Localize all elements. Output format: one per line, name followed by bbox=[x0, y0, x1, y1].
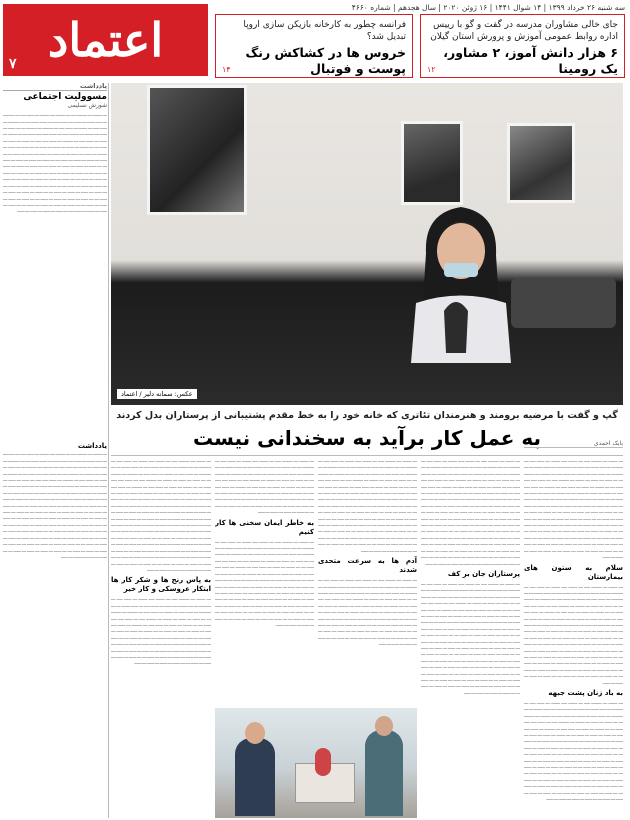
person-figure-icon bbox=[365, 730, 403, 816]
body-text: ـــ ــــــ ـــ ـــــــ ــــ ـــ ــــــ ــــ ــــــ ـــ ـــــ ــــ ـــ ــــــــ ـــ ــــ ــــــ ـــ ـــــ ـــ ــــــ ــــ ـــ ـــــ ــــــ ـــ ـــ ــــــــ ـــ ـــــ ــــ ـــ ــــــ ـــ ـــــ ــــ ـــ ـــــــ ـــ ـــــــ ـــ ـــ ـــــ ـــ ـــــ ـــ ــــــ ـــ ـــــــ ــــ ـــ ـــــ ــــ ــــ ـــــ ـــ ـــ ــــــ ـــ ـــــ ـــ ـــــ ــــ ـــ ـــــــ ـــ ـــــ ــــ ــــ ـــ ـــــ ـــ ـــــ ـــ ـــــ ـــ ـــ ــــــ ـــ ـــــ ـــ ـــــ ـــ ـــــ ـــ ـــ ـــــ ـــ ـــــ ـــ ـــــــ ـــ ـــــ ـــ ـــــ ـــ ـــ ـــــ ـــ ـــــ ـــ ـــــ ـــ ـــــ ـــ ـــ ـــــ ـــ ـــــ ـــ ـــــ ـــ ـــــ ـــ ـــ ـــــ ـــ ـــــ ـــ ـــــ ـــ ـــــ ـــ ـــ ـــــ ـــ ـــــ ـــ ـــــ ـــ ـــــ ـــ ـــ ـــــ ـــ ـــــ ـــ ـــــ ـــ ـــــ ـــ ـــ ـــــ ـــ ـــــ ـــ ـــــ ـــ ـــــ ـــ ـــ ـــــ ـــ ـــــ ـــ ـــــ ـــ ـــــ ـــ ـــ ـــــ ـــ ـــــ ـــ ـــــ ـــ ـــــ ـــ ـــ ـــــ ـــ ـــــ ـــ ـــــ ـــ ـــــ ـــ ـــ ـــــ ـــ ـــــ ـــ ـــــ ـــ ـــــ ـــ ـــ ـــــ ـــ ـــــ ـــ ـــــ ـــ ـــــ ـــ ـــ ـــــ ـــ ـــــ ـــ ـــــ ـــ ـــــ ـــ ـــ ـــــ ـــ ـــــ ـــ ـــــ ـــ ـــــ ـــ ـــ ـــــ ـــ ـــــ ـــ ـــــ ـــ ـــــ ـــ ـــ ـــــ ـــ ـــــ ـــ ـــــ ـــ ـــــ ـــ ـــ ـــــ ـــ ـــــ ـــ ـــــ ـــ ـــــ ـــ ـــ ـــــ ـــ ـــــ ـــ ـــــ ـــ ـــــ bbox=[421, 458, 520, 567]
person-head-icon bbox=[245, 722, 265, 744]
body-text: ـــ ــــــ ـــ ـــــــ ــــ ـــ ــــــ ــــ ــــــ ـــ ـــــ ــــ ـــ ــــــــ ـــ ــــ ــــــ ـــ ـــــ ـــ ــــــ ــــ ـــ ـــــ ــــــ ـــ ـــ ــــــــ ـــ ـــــ ــــ ـــ ــــــ ـــ ـــــ ــــ ـــ ـــــــ ـــ ـــــــ ـــ ـــ ـــــ ـــ ـــــ ـــ ــــــ ـــ ـــــــ ــــ ـــ ـــــ ــــ ــــ ـــــ ـــ ـــ ــــــ ـــ ـــــ ـــ ـــــ ــــ ـــ ـــــــ ـــ ـــــ ــــ ــــ ـــ ـــــ ـــ ـــــ ـــ ـــــ ـــ ـــ ــــــ ـــ ـــــ ـــ ـــــ ـــ ـــــ ـــ ـــ ـــــ ـــ ـــــ ـــ ـــــــ ـــ ـــــ ـــ ـــــ ـــ ـــ ـــــ ـــ ـــــ ـــ ـــــ ـــ ـــــ ـــ ـــ ـــــ ـــ ـــــ ـــ ـــــ ـــ ـــــ ـــ ـــ ـــــ ـــ ـــــ ـــ ـــــ ـــ ـــــ ـــ ـــ ـــــ ـــ ـــــ ـــ ـــــ ـــ ـــــ ـــ ـــ ـــــ ـــ ـــــ ـــ ـــــ ـــ ـــــ ـــ ـــ ـــــ ـــ ـــــ ـــ ـــــ ـــ ـــــ ـــ ـــ ـــــ ـــ ـــــ ـــ ـــــ ـــ ـــــ ـــ ـــ ـــــ ـــ ـــــ ـــ ـــــ ـــ ـــــ ـــ ـــ ـــــ ـــ ـــــ ـــ ـــــ ـــ ـــــ ـــ ـــ ـــــ ـــ ـــــ ـــ ـــــ ـــ ـــــ ـــ ـــ ـــــ ـــ ـــــ ـــ ـــــ ـــ ـــــ bbox=[215, 538, 314, 628]
woman-portrait-icon bbox=[406, 193, 516, 363]
newspaper-logo[interactable] bbox=[3, 4, 208, 76]
body-text: ـــ ــــــ ـــ ـــــــ ــــ ـــ ــــــ ــــ ــــــ ـــ ـــــ ــــ ـــ ــــــــ ـــ ــــ ــــــ ـــ ـــــ ـــ ــــــ ــــ ـــ ـــــ ــــــ ـــ ـــ ــــــــ ـــ ـــــ ــــ ـــ ــــــ ـــ ـــــ ــــ ـــ ـــــــ ـــ ـــــــ ـــ ـــ ـــــ ـــ ـــــ ـــ ــــــ ـــ ـــــــ ــــ ـــ ـــــ ــــ ــــ ـــــ ـــ ـــ ــــــ ـــ ـــــ ـــ ـــــ ــــ ـــ ـــــــ ـــ ـــــ ــــ ــــ ـــ ـــــ ـــ ـــــ ـــ ـــــ ـــ ـــ ــــــ ـــ ـــــ ـــ ـــــ ـــ ـــــ ـــ ـــ ـــــ ـــ ـــــ ـــ ـــــــ ـــ ـــــ ـــ ـــــ ـــ ـــ ـــــ ـــ ـــــ ـــ ـــــ ـــ ـــــ ـــ ـــ ـــــ ـــ ـــــ ـــ ـــــ ـــ ـــــ ـــ ـــ ـــــ ـــ ـــــ ـــ ـــــ ـــ ـــــ ـــ ـــ ـــــ ـــ ـــــ ـــ ـــــ ـــ ـــــ ـــ ـــ ـــــ ـــ ـــــ ـــ ـــــ ـــ ـــــ ـــ ـــ ـــــ ـــ ـــــ ـــ ـــــ ـــ ـــــ ـــ ـــ ـــــ ـــ ـــــ ـــ ـــــ ـــ ـــــ ـــ ـــ ـــــ ـــ ـــــ ـــ ـــــ ـــ ـــــ ـــ ـــ ـــــ ـــ ـــــ ـــ ـــــ ـــ ـــــ ـــ ـــ ـــــ ـــ ـــــ ـــ ـــــ ـــ ـــــ ـــ ـــ ـــــ ـــ ـــــ ـــ ـــــ ـــ ـــــ ـــ ـــ ـــــ ـــ ـــــ ـــ ـــــ ـــ ـــــ ـــ ـــ ـــــ ـــ ـــــ ـــ ـــــ ـــ ـــــ ـــ ـــ ـــــ ـــ ـــــ ـــ ـــــ ـــ ـــــ bbox=[524, 583, 623, 686]
article-column-5 bbox=[111, 458, 211, 816]
masthead bbox=[0, 0, 630, 82]
body-text: ـــ ــــــ ـــ ـــــــ ــــ ـــ ــــــ ــــ ــــــ ـــ ـــــ ــــ ـــ ــــــــ ـــ ــــ ــــــ ـــ ـــــ ـــ ــــــ ــــ ـــ ـــــ ــــــ ـــ ـــ ــــــــ ـــ ـــــ ــــ ـــ ــــــ ـــ ـــــ ــــ ـــ ـــــــ ـــ ـــــــ ـــ ـــ ـــــ ـــ ـــــ ـــ ــــــ ـــ ـــــــ ــــ ـــ ـــــ ــــ ــــ ـــــ ـــ ـــ ــــــ ـــ ـــــ ـــ ـــــ ــــ ـــ ـــــــ ـــ ـــــ ــــ ــــ ـــ ـــــ ـــ ـــــ ـــ ـــــ ـــ ـــ ــــــ ـــ ـــــ ـــ ـــــ ـــ ـــــ ـــ ـــ ـــــ ـــ ـــــ ـــ ـــــــ ـــ ـــــ ـــ ـــــ ـــ ـــ ـــــ ـــ ـــــ ـــ ـــــ ـــ ـــــ ـــ ـــ ـــــ ـــ ـــــ ـــ ـــــ ـــ ـــــ ـــ ـــ ـــــ ـــ ـــــ ـــ ـــــ ـــ ـــــ bbox=[215, 458, 314, 516]
body-text: ـــ ــــــ ـــ ـــــــ ــــ ـــ ــــــ ــــ ــــــ ـــ ـــــ ــــ ـــ ــــــــ ـــ ــــ ــــــ ـــ ـــــ ـــ ــــــ ــــ ـــ ـــــ ــــــ ـــ ـــ ــــــــ ـــ ـــــ ــــ ـــ ــــــ ـــ ـــــ ــــ ـــ ـــــــ ـــ ـــــــ ـــ ـــ ـــــ ـــ ـــــ ـــ ــــــ ـــ ـــــــ ــــ ـــ ـــــ ــــ ــــ ـــــ ـــ ـــ ــــــ ـــ ـــــ ـــ ـــــ ــــ ـــ ـــــــ ـــ ـــــ ــــ ــــ ـــ ـــــ ـــ ـــــ ـــ ـــــ ـــ ـــ ــــــ ـــ ـــــ ـــ ـــــ ـــ ـــــ ـــ ـــ ـــــ ـــ ـــــ ـــ ـــــــ ـــ ـــــ ـــ ـــــ ـــ ـــ ـــــ ـــ ـــــ ـــ ـــــ ـــ ـــــ ـــ ـــ ـــــ ـــ ـــــ ـــ ـــــ ـــ ـــــ ـــ ـــ ـــــ ـــ ـــــ ـــ ـــــ ـــ ـــــ ـــ ـــ ـــــ ـــ ـــــ ـــ ـــــ ـــ ـــــ ـــ ـــ ـــــ ـــ ـــــ ـــ ـــــ ـــ ـــــ ـــ ـــ ـــــ ـــ ـــــ ـــ ـــــ ـــ ـــــ ـــ ـــ ـــــ ـــ ـــــ ـــ ـــــ ـــ ـــــ ـــ ـــ ـــــ ـــ ـــــ ـــ ـــــ ـــ ـــــ ـــ ـــ ـــــ ـــ ـــــ ـــ ـــــ ـــ ـــــ ـــ ـــ ـــــ ـــ ـــــ ـــ ـــــ ـــ ـــــ ـــ ـــ ـــــ ـــ ـــــ ـــ ـــــ ـــ ـــــ ـــ ـــ ـــــ ـــ ـــــ ـــ ـــــ ـــ ـــــ ـــ ـــ ـــــ ـــ ـــــ ـــ ـــــ ـــ ـــــ ـــ ـــ ـــــ ـــ ـــــ ـــ ـــــ ـــ ـــــ ـــ ـــ ـــــ ـــ ـــــ ـــ ـــــ ـــ ـــــ bbox=[524, 700, 623, 803]
sidebar-subhead: یادداشت bbox=[77, 442, 107, 450]
article-column-1 bbox=[524, 458, 623, 816]
sidebar-author: شورش نسلیمی bbox=[67, 101, 107, 109]
sidebar-second-note bbox=[3, 438, 107, 560]
teaser-headline: خروس ها در کشاکش رنگ پوست و فوتبال bbox=[245, 45, 406, 76]
teaser-football[interactable] bbox=[215, 14, 413, 78]
photo-credit: عکس: سمانه دلیر / اعتماد bbox=[117, 389, 197, 399]
body-text: ـــ ــــــ ـــ ـــــــ ــــ ـــ ــــــ ــــ ــــــ ـــ ـــــ ــــ ـــ ــــــــ ـــ ــــ ــــــ ـــ ـــــ ـــ ــــــ ــــ ـــ ـــــ ــــــ ـــ ـــ ــــــــ ـــ ـــــ ــــ ـــ ــــــ ـــ ـــــ ــــ ـــ ـــــــ ـــ ـــــــ ـــ ـــ ـــــ ـــ ـــــ ـــ ــــــ ـــ ـــــــ ــــ ـــ ـــــ ــــ ــــ ـــــ ـــ ـــ ــــــ ـــ ـــــ ـــ ـــــ ــــ ـــ ـــــــ ـــ ـــــ ــــ ــــ ـــ ـــــ ـــ ـــــ ـــ ـــــ ـــ ـــ ــــــ ـــ ـــــ ـــ ـــــ ـــ ـــــ ـــ ـــ ـــــ ـــ ـــــ ـــ ـــــــ ـــ ـــــ ـــ ـــــ ـــ ـــ ـــــ ـــ ـــــ ـــ ـــــ ـــ ـــــ ـــ ـــ ـــــ ـــ ـــــ ـــ ـــــ ـــ ـــــ ـــ ـــ ـــــ ـــ ـــــ ـــ ـــــ ـــ ـــــ ـــ ـــ ـــــ ـــ ـــــ ـــ ـــــ ـــ ـــــ ـــ ـــ ـــــ ـــ ـــــ ـــ ـــــ ـــ ـــــ ـــ ـــ ـــــ ـــ ـــــ ـــ ـــــ ـــ ـــــ bbox=[318, 577, 417, 648]
person-head-icon bbox=[375, 716, 393, 736]
body-text: ـــ ــــــ ـــ ـــــــ ــــ ـــ ــــــ ــــ ــــــ ـــ ـــــ ــــ ـــ ــــــــ ـــ ــــ ــــــ ـــ ـــــ ـــ ــــــ ــــ ـــ ـــــ ــــــ ـــ ـــ ــــــــ ـــ ـــــ ــــ ـــ ــــــ ـــ ـــــ ــــ ـــ ـــــــ ـــ ـــــــ ـــ ـــ ـــــ ـــ ـــــ ـــ ــــــ ـــ ـــــــ ــــ ـــ ـــــ ــــ ــــ ـــــ ـــ ـــ ــــــ ـــ ـــــ ـــ ـــــ ــــ ـــ ـــــــ ـــ ـــــ ــــ ــــ ـــ ـــــ ـــ ـــــ ـــ ـــــ ـــ ـــ ــــــ ـــ ـــــ ـــ ـــــ ـــ ـــــ ـــ ـــ ـــــ ـــ ـــــ ـــ ـــــــ ـــ ـــــ ـــ ـــــ ـــ ـــ ـــــ ـــ ـــــ ـــ ـــــ ـــ ـــــ ـــ ـــ ـــــ ـــ ـــــ ـــ ـــــ ـــ ـــــ ـــ ـــ ـــــ ـــ ـــــ ـــ ـــــ ـــ ـــــ ـــ ـــ ـــــ ـــ ـــــ ـــ ـــــ ـــ ـــــ ـــ ـــ ـــــ ـــ ـــــ ـــ ـــــ ـــ ـــــ ـــ ـــ ـــــ ـــ ـــــ ـــ ـــــ ـــ ـــــ ـــ ـــ ـــــ ـــ ـــــ ـــ ـــــ ـــ ـــــ bbox=[111, 596, 211, 667]
body-text: ـــ ــــــ ـــ ـــــــ ــــ ـــ ــــــ ــــ ــــــ ـــ ـــــ ــــ ـــ ــــــــ ـــ ــــ ــــــ ـــ ـــــ ـــ ــــــ ــــ ـــ ـــــ ــــــ ـــ ـــ ــــــــ ـــ ـــــ ــــ ـــ ــــــ ـــ ـــــ ــــ ـــ ـــــــ ـــ ـــــــ ـــ ـــ ـــــ ـــ ـــــ ـــ ــــــ ـــ ـــــــ ــــ ـــ ـــــ ــــ ــــ ـــــ ـــ ـــ ــــــ ـــ ـــــ ـــ ـــــ ــــ ـــ ـــــــ ـــ ـــــ ــــ ــــ ـــ ـــــ ـــ ـــــ ـــ ـــــ ـــ ـــ ــــــ ـــ ـــــ ـــ ـــــ ـــ ـــــ ـــ ـــ ـــــ ـــ ـــــ ـــ ـــــــ ـــ ـــــ ـــ ـــــ ـــ ـــ ـــــ ـــ ـــــ ـــ ـــــ ـــ ـــــ ـــ ـــ ـــــ ـــ ـــــ ـــ ـــــ ـــ ـــــ ـــ ـــ ـــــ ـــ ـــــ ـــ ـــــ ـــ ـــــ ـــ ـــ ـــــ ـــ ـــــ ـــ ـــــ ـــ ـــــ ـــ ـــ ـــــ ـــ ـــــ ـــ ـــــ ـــ ـــــ ـــ ـــ ـــــ ـــ ـــــ ـــ ـــــ ـــ ـــــ ـــ ـــ ـــــ ـــ ـــــ ـــ ـــــ ـــ ـــــ ـــ ـــ ـــــ ـــ ـــــ ـــ ـــــ ـــ ـــــ ـــ ـــ ـــــ ـــ ـــــ ـــ ـــــ ـــ ـــــ ـــ ـــ ـــــ ـــ ـــــ ـــ ـــــ ـــ ـــــ ـــ ـــ ـــــ ـــ ـــــ ـــ ـــــ ـــ ـــــ ـــ ـــ ـــــ ـــ ـــــ ـــ ـــــ ـــ ـــــ ـــ ـــ ـــــ ـــ ـــــ ـــ ـــــ ـــ ـــــ ـــ ـــ ـــــ ـــ ـــــ ـــ ـــــ ـــ ـــــ bbox=[524, 458, 623, 561]
puppet-icon bbox=[315, 748, 331, 776]
secondary-photo[interactable] bbox=[215, 708, 417, 818]
article-column-2 bbox=[421, 458, 520, 816]
teaser-page: ۱۲ bbox=[427, 65, 436, 74]
article-subhead: به پاس رنج ها و شکر کار ها ابتکار عروسکی و کار خیر bbox=[111, 576, 211, 594]
sidebar-title[interactable]: مسوولیت اجتماعی bbox=[23, 92, 107, 103]
teaser-counselors[interactable] bbox=[420, 14, 625, 78]
dateline: سه شنبه ۲۶ خرداد ۱۳۹۹ | ۱۴ شوال ۱۴۴۱ | ۱۶ ژوئن ۲۰۲۰ | سال هجدهم | شماره ۴۶۶۰ bbox=[351, 3, 625, 12]
article-subhead: به خاطر ایمان سخنی ها کار کنیم bbox=[215, 518, 314, 536]
article-column-3 bbox=[318, 458, 417, 703]
sidebar-body-text: ـــ ــــــ ـــ ـــــــ ــــ ـــ ــــــ ــــ ــــــ ـــ ـــــ ــــ ـــ ــــــــ ـــ ــــ ــــــ ـــ ـــــ ـــ ــــــ ــــ ـــ ـــــ ــــــ ـــ ـــ ــــــــ ـــ ـــــ ــــ ـــ ــــــ ـــ ـــــ ــــ ـــ ـــــــ ـــ ـــــــ ـــ ـــ ـــــ ـــ ـــــ ـــ ــــــ ـــ ـــــــ ــــ ـــ ـــــ ــــ ــــ ـــــ ـــ ـــ ــــــ ـــ ـــــ ـــ ـــــ ــــ ـــ ـــــــ ـــ ـــــ ــــ ــــ ـــ ـــــ ـــ ـــــ ـــ ـــــ ـــ ـــ ــــــ ـــ ـــــ ـــ ـــــ ـــ ـــــ ـــ ـــ ـــــ ـــ ـــــ ـــ ـــــــ ـــ ـــــ ـــ ـــــ ـــ ـــ ـــــ ـــ ـــــ ـــ ـــــ ـــ ـــــ ـــ ـــ ـــــ ـــ ـــــ ـــ ـــــ ـــ ـــــ ـــ ـــ ـــــ ـــ ـــــ ـــ ـــــ ـــ ـــــ ـــ ـــ ـــــ ـــ ـــــ ـــ ـــــ ـــ ـــــ ـــ ـــ ـــــ ـــ ـــــ ـــ ـــــ ـــ ـــــ ـــ ـــ ـــــ ـــ ـــــ ـــ ـــــ ـــ ـــــ ـــ ـــ ـــــ ـــ ـــــ ـــ ـــــ ـــ ـــــ ـــ ـــ ـــــ ـــ ـــــ ـــ ـــــ ـــ ـــــ ـــ ـــ ـــــ ـــ ـــــ ـــ ـــــ ـــ ـــــ ـــ ـــ ـــــ ـــ ـــــ ـــ ـــــ ـــ ـــــ ـــ ـــ ـــــ ـــ ـــــ ـــ ـــــ ـــ ـــــ ـــ ـــ ـــــ ـــ ـــــ ـــ ـــــ ـــ ـــــ ـــ ـــ ـــــ ـــ ـــــ ـــ ـــــ ـــ ـــــ ـــ ـــ ـــــ ـــ ـــــ ـــ ـــــ ـــ ـــــ ـــ ـــ ـــــ ـــ ـــــ ـــ ـــــ ـــ ـــــ ـــ ـــ ـــــ ـــ ـــــ ـــ ـــــ ـــ ـــــ ـــ ـــ ـــــ ـــ ـــــ ـــ ـــــ ـــ ـــــ bbox=[3, 112, 107, 215]
teaser-headline: ۶ هزار دانش آموز، ۲ مشاور، یک رومینا bbox=[443, 45, 618, 76]
sidebar-body-text: ـــ ــــــ ـــ ـــــــ ــــ ـــ ــــــ ــــ ــــــ ـــ ـــــ ــــ ـــ ــــــــ ـــ ــــ ــــــ ـــ ـــــ ـــ ــــــ ــــ ـــ ـــــ ــــــ ـــ ـــ ــــــــ ـــ ـــــ ــــ ـــ ــــــ ـــ ـــــ ــــ ـــ ـــــــ ـــ ـــــــ ـــ ـــ ـــــ ـــ ـــــ ـــ ــــــ ـــ ـــــــ ــــ ـــ ـــــ ــــ ــــ ـــــ ـــ ـــ ــــــ ـــ ـــــ ـــ ـــــ ــــ ـــ ـــــــ ـــ ـــــ ــــ ــــ ـــ ـــــ ـــ ـــــ ـــ ـــــ ـــ ـــ ــــــ ـــ ـــــ ـــ ـــــ ـــ ـــــ ـــ ـــ ـــــ ـــ ـــــ ـــ ـــــــ ـــ ـــــ ـــ ـــــ ـــ ـــ ـــــ ـــ ـــــ ـــ ـــــ ـــ ـــــ ـــ ـــ ـــــ ـــ ـــــ ـــ ـــــ ـــ ـــــ ـــ ـــ ـــــ ـــ ـــــ ـــ ـــــ ـــ ـــــ ـــ ـــ ـــــ ـــ ـــــ ـــ ـــــ ـــ ـــــ ـــ ـــ ـــــ ـــ ـــــ ـــ ـــــ ـــ ـــــ ـــ ـــ ـــــ ـــ ـــــ ـــ ـــــ ـــ ـــــ ـــ ـــ ـــــ ـــ ـــــ ـــ ـــــ ـــ ـــــ ـــ ـــ ـــــ ـــ ـــــ ـــ ـــــ ـــ ـــــ ـــ ـــ ـــــ ـــ ـــــ ـــ ـــــ ـــ ـــــ ـــ ـــ ـــــ ـــ ـــــ ـــ ـــــ ـــ ـــــ ـــ ـــ ـــــ ـــ ـــــ ـــ ـــــ ـــ ـــــ ـــ ـــ ـــــ ـــ ـــــ ـــ ـــــ ـــ ـــــ ـــ ـــ ـــــ ـــ ـــــ ـــ ـــــ ـــ ـــــ ـــ ـــ ـــــ ـــ ـــــ ـــ ـــــ ـــ ـــــ ـــ ـــ ـــــ ـــ ـــــ ـــ ـــــ ـــ ـــــ ـــ ـــ ـــــ ـــ ـــــ ـــ ـــــ ـــ ـــــ ـــ ـــ ـــــ ـــ ـــــ ـــ ـــــ ـــ ـــــ ـــ ـــ ـــــ ـــ ـــــ ـــ ـــــ ـــ ـــــ bbox=[3, 451, 107, 560]
author-tag: بابک احمدی bbox=[524, 440, 623, 448]
person-figure-icon bbox=[235, 738, 275, 816]
body-text: ـــ ــــــ ـــ ـــــــ ــــ ـــ ــــــ ــــ ــــــ ـــ ـــــ ــــ ـــ ــــــــ ـــ ــــ ــــــ ـــ ـــــ ـــ ــــــ ــــ ـــ ـــــ ــــــ ـــ ـــ ــــــــ ـــ ـــــ ــــ ـــ ــــــ ـــ ـــــ ــــ ـــ ـــــــ ـــ ـــــــ ـــ ـــ ـــــ ـــ ـــــ ـــ ــــــ ـــ ـــــــ ــــ ـــ ـــــ ــــ ــــ ـــــ ـــ ـــ ــــــ ـــ ـــــ ـــ ـــــ ــــ ـــ ـــــــ ـــ ـــــ ــــ ــــ ـــ ـــــ ـــ ـــــ ـــ ـــــ ـــ ـــ ــــــ ـــ ـــــ ـــ ـــــ ـــ ـــــ ـــ ـــ ـــــ ـــ ـــــ ـــ ـــــــ ـــ ـــــ ـــ ـــــ ـــ ـــ ـــــ ـــ ـــــ ـــ ـــــ ـــ ـــــ ـــ ـــ ـــــ ـــ ـــــ ـــ ـــــ ـــ ـــــ ـــ ـــ ـــــ ـــ ـــــ ـــ ـــــ ـــ ـــــ ـــ ـــ ـــــ ـــ ـــــ ـــ ـــــ ـــ ـــــ ـــ ـــ ـــــ ـــ ـــــ ـــ ـــــ ـــ ـــــ ـــ ـــ ـــــ ـــ ـــــ ـــ ـــــ ـــ ـــــ ـــ ـــ ـــــ ـــ ـــــ ـــ ـــــ ـــ ـــــ ـــ ـــ ـــــ ـــ ـــــ ـــ ـــــ ـــ ـــــ ـــ ـــ ـــــ ـــ ـــــ ـــ ـــــ ـــ ـــــ ـــ ـــ ـــــ ـــ ـــــ ـــ ـــــ ـــ ـــــ ـــ ـــ ـــــ ـــ ـــــ ـــ ـــــ ـــ ـــــ ـــ ـــ ـــــ ـــ ـــــ ـــ ـــــ ـــ ـــــ ـــ ـــ ـــــ ـــ ـــــ ـــ ـــــ ـــ ـــــ ـــ ـــ ـــــ ـــ ـــــ ـــ ـــــ ـــ ـــــ ـــ ـــ ـــــ ـــ ـــــ ـــ ـــــ ـــ ـــــ ـــ ـــ ـــــ ـــ ـــــ ـــ ـــــ ـــ ـــــ ـــ ـــ ـــــ ـــ ـــــ ـــ ـــــ ـــ ـــــ ـــ ـــ ـــــ ـــ ـــــ ـــ ـــــ ـــ ـــــ ـــ ـــ ـــــ ـــ ـــــ ـــ ـــــ ـــ ـــــ bbox=[111, 458, 211, 573]
header-rule bbox=[111, 455, 623, 456]
column-rule bbox=[108, 83, 109, 818]
framed-photo-left bbox=[147, 85, 247, 215]
teaser-kicker: جای خالی مشاوران مدرسه در گفت و گو با رییس اداره روابط عمومی آموزش و پرورش استان گیلان bbox=[430, 20, 618, 42]
page-number: ۷ bbox=[9, 55, 17, 71]
article-subhead: به باد زنان پشت جبهه bbox=[548, 689, 623, 697]
teaser-page: ۱۴ bbox=[222, 65, 231, 74]
framed-photo-right bbox=[507, 123, 575, 203]
sidebar-column bbox=[3, 83, 107, 818]
article-subhead: آدم ها به سرعت متحدی شدند bbox=[318, 557, 417, 575]
chair bbox=[511, 278, 616, 328]
article-title[interactable]: به عمل کار برآید به سخندانی نیست bbox=[192, 426, 542, 450]
logo-text: اعتماد bbox=[47, 13, 164, 67]
article-subhead: پرستاران جان بر کف bbox=[447, 569, 520, 578]
article-subhead: سلام به ستون های بیمارستان bbox=[524, 563, 623, 581]
article-column-4 bbox=[215, 458, 314, 703]
body-text: ـــ ــــــ ـــ ـــــــ ــــ ـــ ــــــ ــــ ــــــ ـــ ـــــ ــــ ـــ ــــــــ ـــ ــــ ــــــ ـــ ـــــ ـــ ــــــ ــــ ـــ ـــــ ــــــ ـــ ـــ ــــــــ ـــ ـــــ ــــ ـــ ــــــ ـــ ـــــ ــــ ـــ ـــــــ ـــ ـــــــ ـــ ـــ ـــــ ـــ ـــــ ـــ ــــــ ـــ ـــــــ ــــ ـــ ـــــ ــــ ــــ ـــــ ـــ ـــ ــــــ ـــ ـــــ ـــ ـــــ ــــ ـــ ـــــــ ـــ ـــــ ــــ ــــ ـــ ـــــ ـــ ـــــ ـــ ـــــ ـــ ـــ ــــــ ـــ ـــــ ـــ ـــــ ـــ ـــــ ـــ ـــ ـــــ ـــ ـــــ ـــ ـــــــ ـــ ـــــ ـــ ـــــ ـــ ـــ ـــــ ـــ ـــــ ـــ ـــــ ـــ ـــــ ـــ ـــ ـــــ ـــ ـــــ ـــ ـــــ ـــ ـــــ ـــ ـــ ـــــ ـــ ـــــ ـــ ـــــ ـــ ـــــ ـــ ـــ ـــــ ـــ ـــــ ـــ ـــــ ـــ ـــــ ـــ ـــ ـــــ ـــ ـــــ ـــ ـــــ ـــ ـــــ ـــ ـــ ـــــ ـــ ـــــ ـــ ـــــ ـــ ـــــ ـــ ـــ ـــــ ـــ ـــــ ـــ ـــــ ـــ ـــــ ـــ ـــ ـــــ ـــ ـــــ ـــ ـــــ ـــ ـــــ ـــ ـــ ـــــ ـــ ـــــ ـــ ـــــ ـــ ـــــ ـــ ـــ ـــــ ـــ ـــــ ـــ ـــــ ـــ ـــــ ـــ ـــ ـــــ ـــ ـــــ ـــ ـــــ ـــ ـــــ ـــ ـــ ـــــ ـــ ـــــ ـــ ـــــ ـــ ـــــ ـــ ـــ ـــــ ـــ ـــــ ـــ ـــــ ـــ ـــــ ـــ ـــ ـــــ ـــ ـــــ ـــ ـــــ ـــ ـــــ ـــ ـــ ـــــ ـــ ـــــ ـــ ـــــ ـــ ـــــ ـــ ـــ ـــــ ـــ ـــــ ـــ ـــــ ـــ ـــــ ـــ ـــ ـــــ ـــ ـــــ ـــ ـــــ ـــ ـــــ ـــ ـــ ـــــ ـــ ـــــ ـــ ـــــ ـــ ـــــ bbox=[421, 580, 520, 696]
body-text: ـــ ــــــ ـــ ـــــــ ــــ ـــ ــــــ ــــ ــــــ ـــ ـــــ ــــ ـــ ــــــــ ـــ ــــ ــــــ ـــ ـــــ ـــ ــــــ ــــ ـــ ـــــ ــــــ ـــ ـــ ــــــــ ـــ ـــــ ــــ ـــ ــــــ ـــ ـــــ ــــ ـــ ـــــــ ـــ ـــــــ ـــ ـــ ـــــ ـــ ـــــ ـــ ــــــ ـــ ـــــــ ــــ ـــ ـــــ ــــ ــــ ـــــ ـــ ـــ ــــــ ـــ ـــــ ـــ ـــــ ــــ ـــ ـــــــ ـــ ـــــ ــــ ــــ ـــ ـــــ ـــ ـــــ ـــ ـــــ ـــ ـــ ــــــ ـــ ـــــ ـــ ـــــ ـــ ـــــ ـــ ـــ ـــــ ـــ ـــــ ـــ ـــــــ ـــ ـــــ ـــ ـــــ ـــ ـــ ـــــ ـــ ـــــ ـــ ـــــ ـــ ـــــ ـــ ـــ ـــــ ـــ ـــــ ـــ ـــــ ـــ ـــــ ـــ ـــ ـــــ ـــ ـــــ ـــ ـــــ ـــ ـــــ ـــ ـــ ـــــ ـــ ـــــ ـــ ـــــ ـــ ـــــ ـــ ـــ ـــــ ـــ ـــــ ـــ ـــــ ـــ ـــــ ـــ ـــ ـــــ ـــ ـــــ ـــ ـــــ ـــ ـــــ ـــ ـــ ـــــ ـــ ـــــ ـــ ـــــ ـــ ـــــ ـــ ـــ ـــــ ـــ ـــــ ـــ ـــــ ـــ ـــــ ـــ ـــ ـــــ ـــ ـــــ ـــ ـــــ ـــ ـــــ ـــ ـــ ـــــ ـــ ـــــ ـــ ـــــ ـــ ـــــ ـــ ـــ ـــــ ـــ ـــــ ـــ ـــــ ـــ ـــــ ـــ ـــ ـــــ ـــ ـــــ ـــ ـــــ ـــ ـــــ ـــ ـــ ـــــ ـــ ـــــ ـــ ـــــ ـــ ـــــ bbox=[318, 458, 417, 554]
main-photo[interactable] bbox=[111, 83, 623, 405]
article-kicker: گپ و گفت با مرضیه برومند و هنرمندان تئاتری که خانه خود را به خط مقدم پشتیبانی از پرستاران بدل کردند bbox=[116, 410, 618, 421]
sidebar-tag: یادداشت bbox=[3, 83, 107, 91]
teaser-kicker: فرانسه چطور به کارخانه بازیکن سازی اروپا تبدیل شد؟ bbox=[243, 20, 406, 42]
